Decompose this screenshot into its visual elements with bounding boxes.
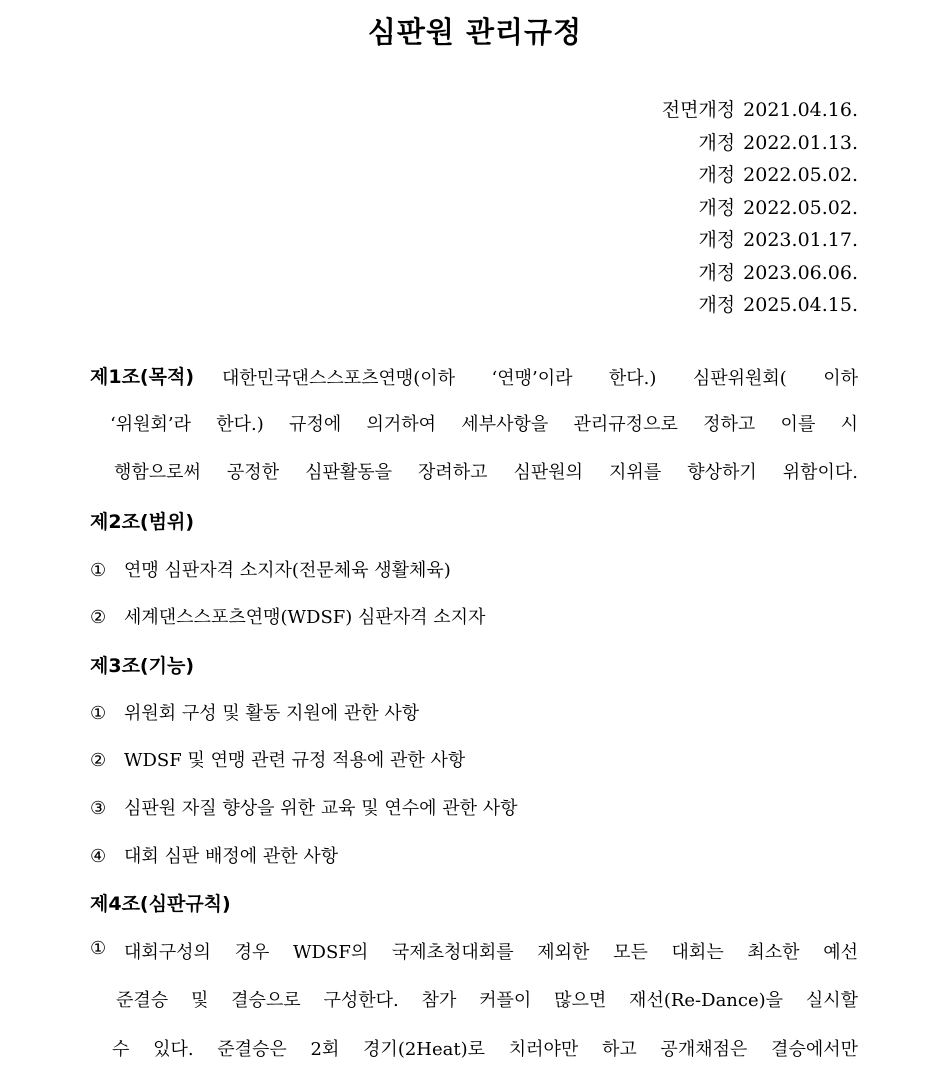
article-4-heading: 제4조(심판규칙) bbox=[90, 893, 231, 915]
revision-entry bbox=[662, 224, 858, 257]
item-number: ① bbox=[90, 560, 107, 581]
item-text: 세계댄스스포츠연맹(WDSF) 심판자격 소지자 bbox=[124, 607, 486, 628]
list-item bbox=[90, 794, 518, 820]
item-number: ① bbox=[90, 938, 107, 959]
list-item bbox=[90, 842, 338, 868]
item-text: 대회 심판 배정에 관한 사항 bbox=[124, 846, 339, 867]
item-text: WDSF 및 연맹 관련 규정 적용에 관한 사항 bbox=[124, 750, 466, 771]
item-text: 위원회 구성 및 활동 지원에 관한 사항 bbox=[124, 703, 420, 724]
list-item bbox=[90, 699, 419, 725]
revision-entry bbox=[662, 127, 858, 160]
revision-label: 개정 bbox=[698, 229, 736, 251]
revision-entry bbox=[662, 257, 858, 290]
revision-entry bbox=[662, 159, 858, 192]
item-number: ① bbox=[90, 703, 107, 724]
article-2-heading: 제2조(범위) bbox=[90, 511, 195, 533]
revision-entry bbox=[662, 94, 858, 127]
article-1-heading: 제1조(목적) bbox=[90, 366, 195, 388]
article-4-line: 준결승 및 결승으로 구성한다. 참가 커플이 많으면 재선(Re-Dance)을 실시할 bbox=[116, 990, 858, 1011]
list-item bbox=[90, 746, 465, 772]
revision-date: 2021.04.16. bbox=[743, 99, 858, 121]
item-text: 연맹 심판자격 소지자(전문체육 생활체육) bbox=[124, 560, 451, 581]
document-title: 심판원 관리규정 bbox=[367, 15, 583, 49]
revision-label: 개정 bbox=[698, 261, 736, 284]
revision-history bbox=[662, 94, 858, 322]
revision-date: 2022.05.02. bbox=[743, 196, 858, 219]
revision-label: 개정 bbox=[698, 164, 736, 186]
revision-entry bbox=[662, 289, 858, 322]
revision-date: 2025.04.15. bbox=[743, 294, 858, 316]
revision-entry bbox=[662, 192, 858, 225]
list-item bbox=[90, 556, 451, 582]
item-number: ④ bbox=[90, 846, 107, 867]
revision-label: 개정 bbox=[698, 294, 736, 316]
article-4-line: 수 있다. 준결승은 2회 경기(2Heat)로 치러야만 하고 공개채점은 결승에서만 bbox=[112, 1039, 858, 1060]
article-1-line: ‘위원회’라 한다.) 규정에 의거하여 세부사항을 관리규정으로 정하고 이를 시 bbox=[110, 414, 858, 435]
article-1-line: 행함으로써 공정한 심판활동을 장려하고 심판원의 지위를 향상하기 위함이다. bbox=[114, 462, 858, 483]
list-item bbox=[90, 603, 485, 629]
article-1-line: 대한민국댄스스포츠연맹(이하 ‘연맹’이라 한다.) 심판위원회( 이하 bbox=[222, 368, 858, 389]
revision-date: 2022.01.13. bbox=[743, 131, 858, 154]
article-3-heading: 제3조(기능) bbox=[90, 655, 195, 677]
article-4-line: 대회구성의 경우 WDSF의 국제초청대회를 제외한 모든 대회는 최소한 예선 bbox=[124, 942, 858, 963]
revision-label: 개정 bbox=[698, 131, 736, 154]
revision-date: 2023.01.17. bbox=[743, 229, 858, 251]
revision-label: 개정 bbox=[698, 196, 736, 219]
item-text: 심판원 자질 향상을 위한 교육 및 연수에 관한 사항 bbox=[124, 798, 518, 819]
item-number: ② bbox=[90, 607, 107, 628]
revision-date: 2022.05.02. bbox=[743, 164, 858, 186]
revision-date: 2023.06.06. bbox=[743, 261, 858, 284]
item-number: ② bbox=[90, 750, 107, 771]
item-number: ③ bbox=[90, 798, 107, 819]
revision-label: 전면개정 bbox=[661, 99, 736, 121]
